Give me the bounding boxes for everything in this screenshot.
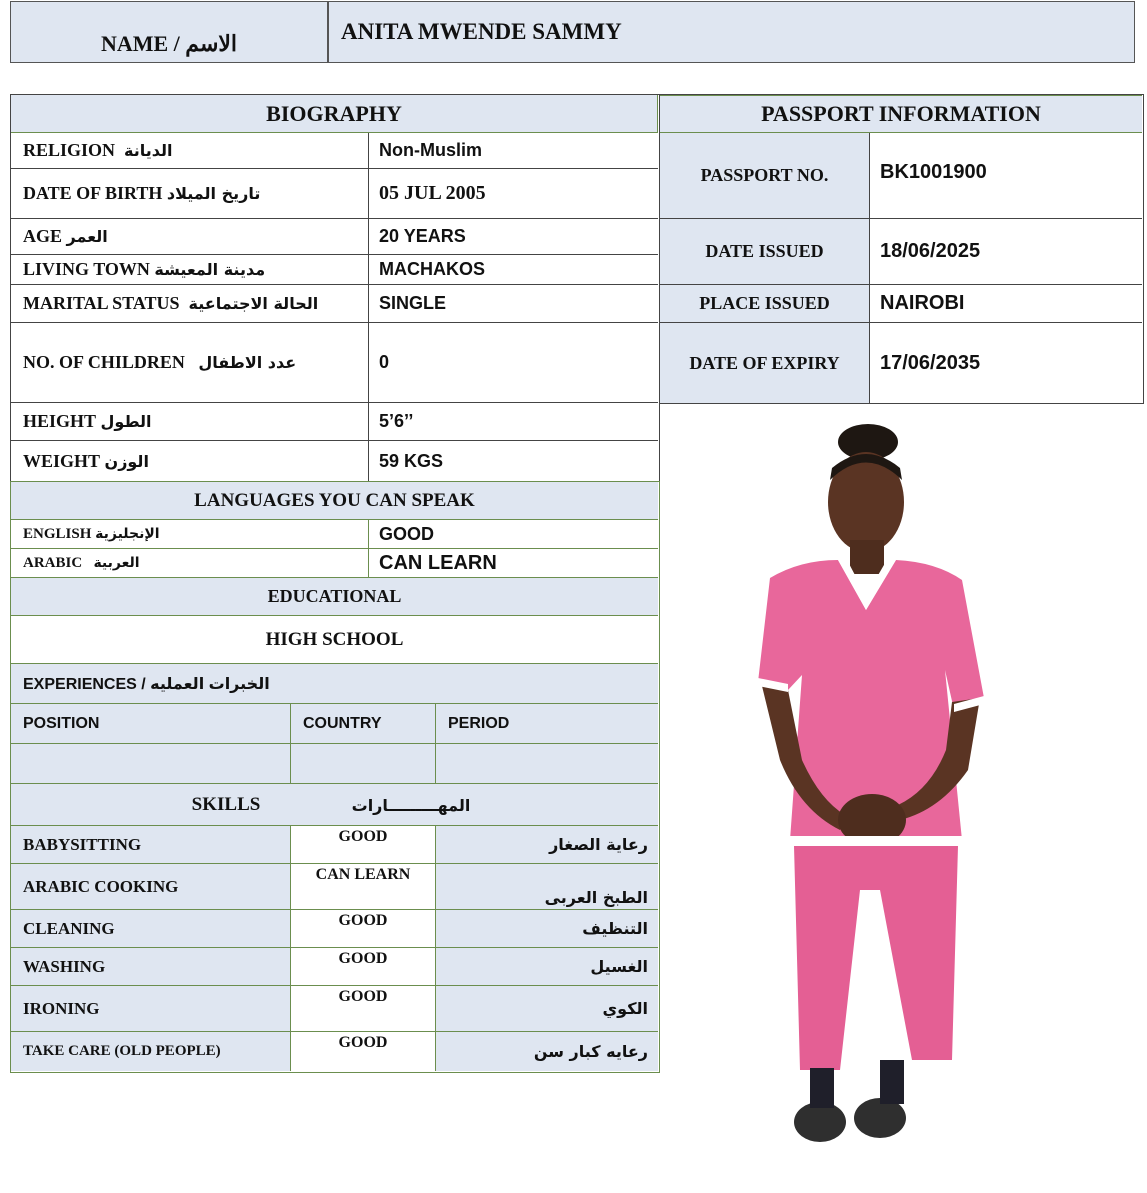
skill-level: GOOD bbox=[291, 986, 436, 1032]
skill-label: WASHING bbox=[11, 948, 291, 986]
skills-title: SKILLS bbox=[191, 794, 261, 815]
skills-title-ar: المهـــــــــارات bbox=[351, 795, 471, 815]
religion-label: RELIGION bbox=[23, 140, 116, 160]
arabic-label: ARABIC bbox=[23, 554, 83, 571]
marital-status-label: MARITAL STATUS bbox=[23, 293, 180, 313]
right-ankle bbox=[880, 1060, 904, 1104]
children-label: NO. OF CHILDREN bbox=[23, 352, 185, 372]
weight-label-ar: الوزن bbox=[104, 451, 149, 471]
english-label-ar: الإنجليزية bbox=[95, 526, 160, 542]
living-town-label: LIVING TOWN bbox=[23, 259, 150, 279]
skill-label: CLEANING bbox=[11, 910, 291, 948]
skill-label-ar: التنظيف bbox=[436, 910, 658, 948]
experience-empty-cell bbox=[11, 744, 291, 784]
english-value: GOOD bbox=[369, 520, 658, 549]
name-divider bbox=[327, 2, 329, 62]
passport-title: PASSPORT INFORMATION bbox=[660, 95, 1142, 133]
skill-label: BABYSITTING bbox=[11, 826, 291, 864]
name-value: ANITA MWENDE SAMMY bbox=[341, 19, 622, 44]
skill-level: GOOD bbox=[291, 1032, 436, 1071]
experience-col-country: COUNTRY bbox=[291, 704, 436, 744]
living-town-value: MACHAKOS bbox=[369, 255, 658, 285]
children-label-ar: عدد الاطفال bbox=[198, 353, 297, 372]
experience-col-period: PERIOD bbox=[436, 704, 658, 744]
religion-value: Non-Muslim bbox=[369, 133, 658, 169]
passport-no-label: PASSPORT NO. bbox=[660, 133, 870, 219]
skill-level: GOOD bbox=[291, 948, 436, 986]
skills-header bbox=[11, 784, 658, 826]
skill-label-ar: الكوي bbox=[436, 986, 658, 1032]
height-label-ar: الطول bbox=[100, 412, 152, 431]
skill-label-ar: الغسيل bbox=[436, 948, 658, 986]
neck bbox=[850, 540, 884, 574]
skill-label: IRONING bbox=[11, 986, 291, 1032]
date-expiry-label: DATE OF EXPIRY bbox=[660, 323, 870, 403]
details-table bbox=[10, 481, 660, 1073]
skill-level: GOOD bbox=[291, 826, 436, 864]
skill-label-ar: الطبخ العربى bbox=[436, 864, 658, 910]
hem-trim bbox=[790, 836, 962, 846]
children-value: 0 bbox=[369, 323, 658, 403]
living-town-label-ar: مدينة المعيشة bbox=[154, 260, 266, 279]
height-value: 5’6’’ bbox=[369, 403, 658, 441]
date-issued-value: 18/06/2025 bbox=[870, 219, 1142, 285]
skill-level: GOOD bbox=[291, 910, 436, 948]
age-label-ar: العمر bbox=[66, 227, 108, 246]
date-issued-label: DATE ISSUED bbox=[660, 219, 870, 285]
height-label: HEIGHT bbox=[23, 411, 97, 431]
experience-empty-cell bbox=[436, 744, 658, 784]
experience-empty-cell bbox=[291, 744, 436, 784]
arabic-value: CAN LEARN bbox=[369, 549, 658, 578]
weight-label: WEIGHT bbox=[23, 450, 101, 471]
passport-no-value: BK1001900 bbox=[870, 133, 1142, 219]
skill-label-ar: رعايه كبار سن bbox=[436, 1032, 658, 1071]
place-issued-value: NAIROBI bbox=[870, 285, 1142, 323]
skill-label-ar: رعاية الصغار bbox=[436, 826, 658, 864]
dob-label-ar: تاريخ الميلاد bbox=[166, 184, 261, 203]
marital-status-value: SINGLE bbox=[369, 285, 658, 323]
age-value: 20 YEARS bbox=[369, 219, 658, 255]
skill-label: TAKE CARE (OLD PEOPLE) bbox=[11, 1032, 291, 1071]
skill-label: ARABIC COOKING bbox=[11, 864, 291, 910]
experience-title: EXPERIENCES / الخبرات العمليه bbox=[11, 664, 658, 704]
place-issued-label: PLACE ISSUED bbox=[660, 285, 870, 323]
dob-label: DATE OF BIRTH bbox=[23, 183, 163, 203]
religion-label-ar: الديانة bbox=[124, 141, 173, 160]
left-ankle bbox=[810, 1068, 834, 1108]
candidate-photo bbox=[740, 420, 1000, 1150]
name-label: NAME / الاسم bbox=[100, 31, 238, 56]
weight-value: 59 KGS bbox=[379, 450, 444, 471]
education-title: EDUCATIONAL bbox=[11, 578, 658, 616]
date-expiry-value: 17/06/2035 bbox=[880, 351, 981, 374]
age-label: AGE bbox=[23, 226, 63, 246]
pink-trousers bbox=[794, 846, 958, 1070]
biography-table bbox=[10, 94, 660, 482]
name-row bbox=[10, 1, 1135, 63]
experience-col-position: POSITION bbox=[11, 704, 291, 744]
languages-title: LANGUAGES YOU CAN SPEAK bbox=[11, 482, 658, 520]
biography-title: BIOGRAPHY bbox=[11, 95, 658, 133]
arabic-label-ar: العربية bbox=[93, 555, 140, 571]
dob-value: 05 JUL 2005 bbox=[369, 169, 658, 219]
passport-table bbox=[660, 94, 1144, 404]
english-label: ENGLISH bbox=[23, 525, 92, 542]
education-value: HIGH SCHOOL bbox=[11, 616, 658, 664]
marital-status-label-ar: الحالة الاجتماعية bbox=[188, 294, 319, 313]
skill-level: CAN LEARN bbox=[291, 864, 436, 910]
